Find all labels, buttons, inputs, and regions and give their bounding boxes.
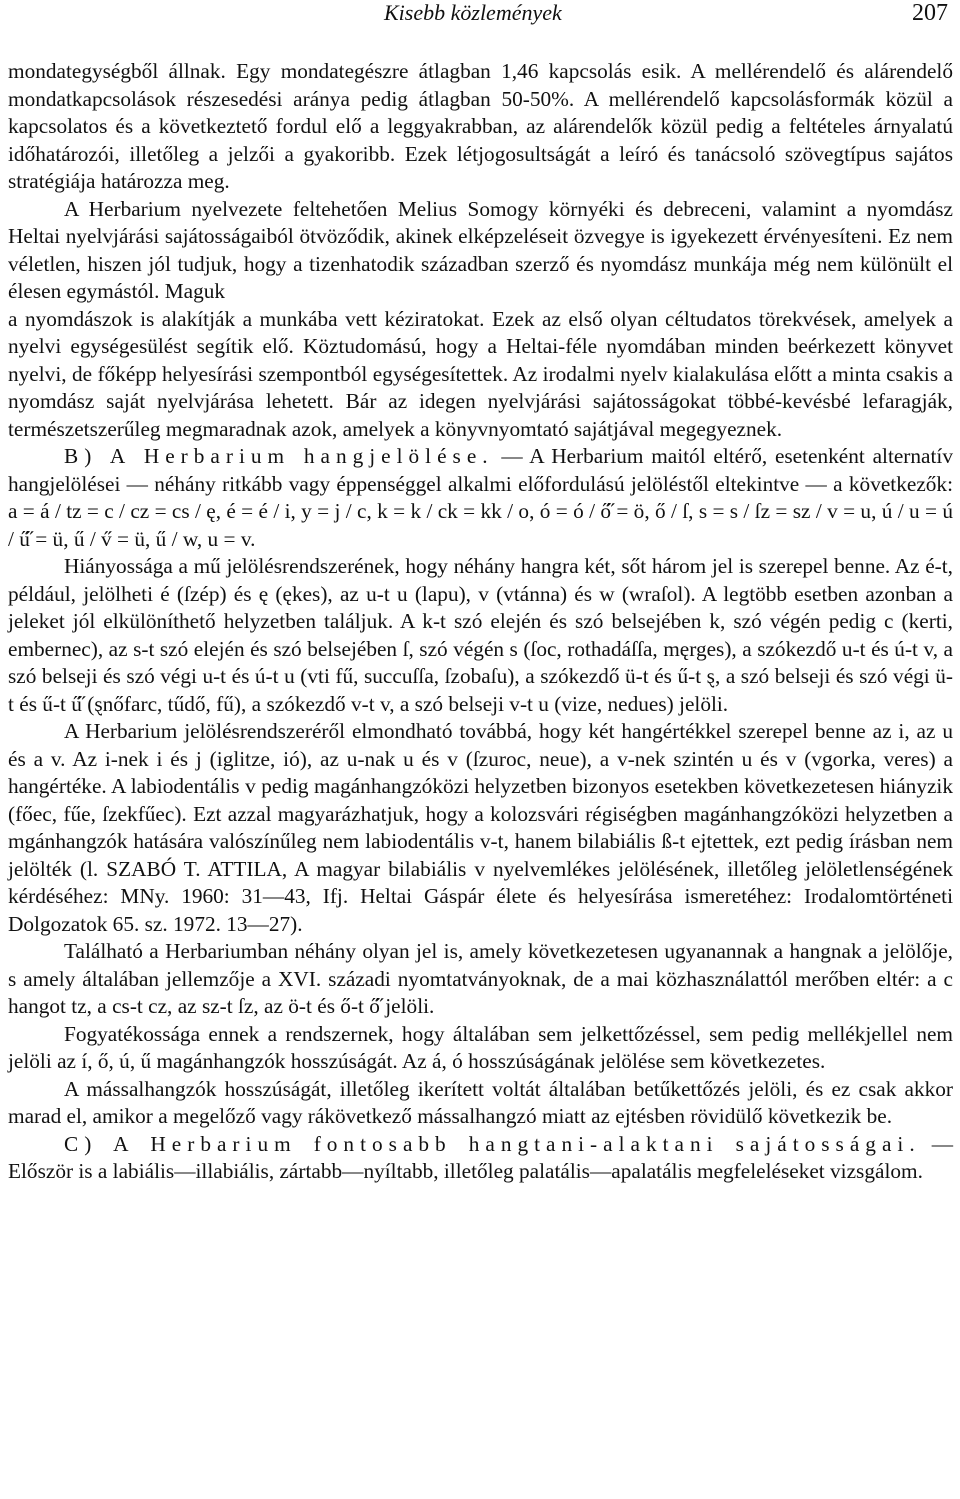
section-c-heading: C) A Herbarium fontosabb hangtani-alaktani sajátosságai. <box>64 1131 921 1156</box>
section-b-heading: B) A Herbarium hangjelölése. <box>64 444 494 468</box>
paragraph-6: A Herbarium jelölésrendszeréről elmondható továbbá, hogy két hangértékkel szerepel benne az i, az u és a v. Az i-nek i és j (iglitze, ió), az u-nak u és v (ſzuroc, neue), a v-nek szintén u és v (vgorka, veres) a hangértéke. A labiodentális v pedig magánhangzóközi helyzetben bizonyos esetekben következetesen hiányzik (főec, fűe, ſzekfűec). Ezt azzal magyarázhatjuk, hogy a kolozsvári régiségben magánhangzóközi helyzetben a mgánhangzók hatására valószínűleg nem labiodentális v-t, hanem bilabiális ß-t ejtettek, ezt pedig írásban nem jelölték (l. SZABÓ T. ATTILA, A magyar bilabiális v nyelvemlékes jelölésének, illetőleg jelöletlenségének kérdéséhez: MNy. 1960: 31—43, Ifj. Heltai Gáspár élete és helyesírása ismeretéhez: Irodalomtörténeti Dolgozatok 65. sz. 1972. 13—27). <box>8 719 953 936</box>
section-c-paragraph <box>8 1131 953 1186</box>
section-c-text: — Először is a labiális—illabiális, zártabb—nyíltabb, illetőleg palatális—apalatális megfeleléseket vizsgálom. <box>8 1131 953 1183</box>
paragraph-3: a nyomdászok is alakítják a munkába vett kéziratokat. Ezek az első olyan céltudatos törekvések, amelyek a nyelvi egységesülést segítik elő. Köztudomású, hogy a Heltai-féle nyomdában minden beérkezett könyvet nyelvi, de főképp helyesírási szempontból egységesítettek. Az irodalmi nyelv kialakulása előtt a minta csakis a nyomdász saját nyelvjárása lehetett. Bár az idegen nyelvjárási sajátosságokat többé-kevésbé lefaragják, természetszerűleg megmaradnak azok, amelyek a könyvnyomtató sajátjával megegyeznek. <box>8 306 953 441</box>
paragraph-7: Található a Herbariumban néhány olyan jel is, amely következetesen ugyanannak a hangnak a jelölője, s amely általában jellemzője a XVI. századi nyomtatványoknak, de a mai közhasználattól merőben eltér: a c hangot tz, a cs-t cz, az sz-t ſz, az ö-t és ő-t ő̋ jelöli. <box>8 939 953 1018</box>
paragraph-9: A mássalhangzók hosszúságát, illetőleg ikerített voltát általában betűkettőzés jelöli, és ez csak akkor marad el, amikor a megelőző vagy rákövetkező mássalhangzó miatt az ejtésben rövidülő következik be. <box>8 1076 953 1128</box>
section-b-text: — A Herbarium maitól eltérő, esetenként alternatív hangjelölései — néhány ritkább vagy éppenséggel alkalmi előfordulású jelöléstől eltekintve — a következők: a = á / tz = c / cz = cs / ę, é = é / i, y = j / c, k = k / ck = kk / o, ó = ó / ő̋ = ö, ő / ſ, s = s / ſz = sz / v = u, ú / u = ú / ű̋ = ü, ű / v̋ = ü, ű / w, u = v. <box>8 444 953 551</box>
paragraph-1: mondategységből állnak. Egy mondategészre átlagban 1,46 kapcsolás esik. A mellérendelő és alárendelő mondatkapcsolások részesedési aránya pedig átlagban 50-50%. A mellérendelő kapcsolásformák közül a kapcsolatos és a következtető fordul elő a leggyakrabban, az alárendelők közül pedig a feltételes árnyalatú időhatározói, illetőleg a jelzői a gyakoribb. Ezek létjogosultságát a leíró és tanácsoló szövegtípus sajátos stratégiája határozza meg. <box>8 59 953 193</box>
paragraph-8: Fogyatékossága ennek a rendszernek, hogy általában sem jelkettőzéssel, sem pedig mellékjellel nem jelöli az í, ő, ú, ű magánhangzók hosszúságát. Az á, ó hosszúságának jelölése sem következetes. <box>8 1021 953 1073</box>
paragraph-2: A Herbarium nyelvezete feltehetően Melius Somogy környéki és debreceni, valamint a nyomdász Heltai nyelvjárási sajátosságaiból ötvöződik, akinek elképzeléseit özvegye is igyekezett érvényesíteni. Ez nem véletlen, hiszen jól tudjuk, hogy a tizenhatodik században szerző és nyomdász munkája még nem különült el élesen egymástól. Maguk <box>8 196 953 303</box>
page-number: 207 <box>912 0 948 26</box>
page-header <box>0 0 960 34</box>
article-body <box>8 58 953 1186</box>
section-b-paragraph <box>8 443 953 553</box>
running-head: Kisebb közlemények <box>384 0 562 25</box>
paragraph-5: Hiányossága a mű jelölésrendszerének, hogy néhány hangra két, sőt három jel is szerepel benne. Az é-t, például, jelölheti é (ſzép) és ę (ękes), az u-t u (lapu), v (vtánna) és w (wraſol). A legtöbb esetben azonban a jeleket jól elkülöníthető helyzetben találjuk. A k-t szó elején és szó belsejében k, szó végén pedig c (kerti, embernec), az s-t szó elején és szó belsejében ſ, szó végén s (ſoc, rothadáſſa, męrges), a szókezdő u-t és ú-t v, a szó belseji és szó végi u-t és ú-t u (vti fű, succuſſa, ſzobaſu), a szókezdő ü-t és ű-t ȿ, a szó belseji és szó végi ü-t és ű-t ű̋ (ȿnőfarc, tűdő, fű), a szókezdő v-t v, a szó belseji v-t u (vize, nedues) jelöli. <box>8 554 953 716</box>
